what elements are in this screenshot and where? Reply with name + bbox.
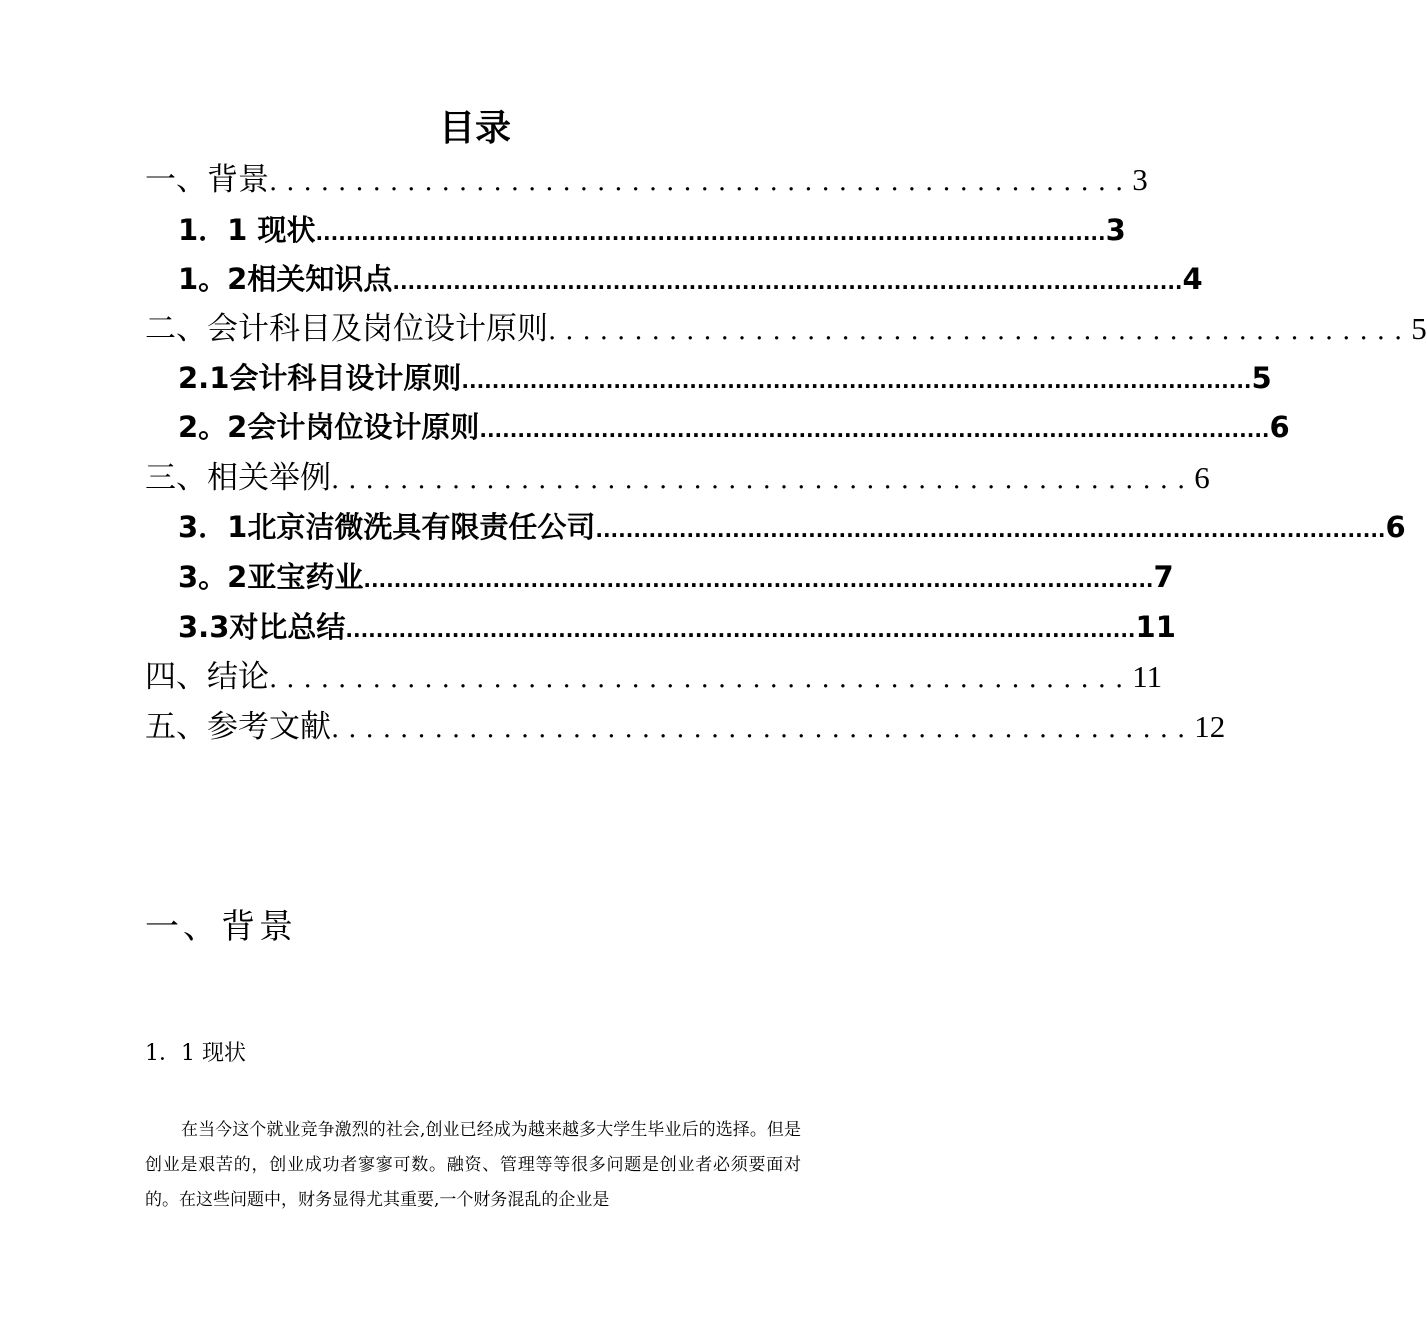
toc-leader-dots: ........................................................................................................ <box>479 418 1270 442</box>
toc-entry-label: 3．1北京洁微洗具有限责任公司 <box>178 510 596 544</box>
toc-leader-dots: ........................................................................................................ <box>461 369 1252 393</box>
toc-entry-page: 11 <box>1135 610 1176 644</box>
section-heading: 一、背景 <box>145 907 297 947</box>
toc-entry-label: 三、相关举例 <box>145 460 331 496</box>
toc-entry-label: 五、参考文献 <box>145 709 331 745</box>
toc-entry[interactable] <box>145 160 1148 200</box>
toc-entry-page: 11 <box>1132 659 1163 694</box>
toc-leader-dots: ........................................................................................................ <box>595 518 1386 542</box>
toc-entry-label: 一、背景 <box>145 162 269 198</box>
toc-entry-page: 3 <box>1105 213 1126 247</box>
toc-entry-label: 1．1 现状 <box>178 213 316 247</box>
toc-entry-page: 6 <box>1269 410 1290 444</box>
subsection-heading: 1．1 现状 <box>145 1041 246 1066</box>
toc-entry-page: 12 <box>1194 709 1226 744</box>
toc-leader-dots: .................................................. <box>269 664 1133 694</box>
toc-leader-dots: ........................................................................................................ <box>345 618 1136 642</box>
toc-title: 目录 <box>438 108 511 149</box>
toc-entry-label: 1。2相关知识点 <box>178 262 393 296</box>
toc-leader-dots: ........................................................................................................ <box>363 568 1154 592</box>
toc-leader-dots: .................................................. <box>331 714 1195 744</box>
toc-entry-page: 3 <box>1132 162 1148 197</box>
toc-entry[interactable] <box>145 707 1226 747</box>
toc-leader-dots: .................................................. <box>269 167 1133 197</box>
toc-entry-label: 四、结论 <box>145 659 269 695</box>
toc-entry[interactable] <box>178 210 1126 250</box>
toc-entry-label: 3.3对比总结 <box>178 610 346 644</box>
toc-entry[interactable] <box>178 607 1176 647</box>
toc-entry[interactable] <box>178 507 1406 547</box>
toc-entry[interactable] <box>145 458 1210 498</box>
toc-entry-page: 7 <box>1153 560 1174 594</box>
toc-entry-label: 3。2亚宝药业 <box>178 560 364 594</box>
toc-entry-page: 4 <box>1182 262 1203 296</box>
toc-leader-dots: ........................................................................................................ <box>392 270 1183 294</box>
toc-entry-page: 5 <box>1411 311 1427 346</box>
toc-entry[interactable] <box>178 407 1290 447</box>
toc-entry-label: 2。2会计岗位设计原则 <box>178 410 480 444</box>
toc-entry[interactable] <box>178 259 1203 299</box>
toc-entry[interactable] <box>145 309 1427 349</box>
body-paragraph: 在当今这个就业竞争激烈的社会,创业已经成为越来越多大学生毕业后的选择。但是创业是艰苦的，创业成功者寥寥可数。融资、管理等等很多问题是创业者必须要面对的。在这些问题中，财务显得尤其重要,一个财务混乱的企业是 <box>145 1120 801 1210</box>
toc-entry[interactable] <box>178 358 1272 398</box>
toc-entry-page: 6 <box>1385 510 1406 544</box>
toc-leader-dots: .................................................. <box>331 465 1195 495</box>
toc-entry-page: 5 <box>1251 361 1272 395</box>
toc-entry-label: 2.1会计科目设计原则 <box>178 361 462 395</box>
toc-leader-dots: .................................................. <box>548 316 1412 346</box>
toc-entry[interactable] <box>145 657 1163 697</box>
toc-entry-page: 6 <box>1194 460 1210 495</box>
toc-leader-dots: ........................................................................................................ <box>315 221 1106 245</box>
toc-entry[interactable] <box>178 557 1174 597</box>
toc-entry-label: 二、会计科目及岗位设计原则 <box>145 311 548 347</box>
